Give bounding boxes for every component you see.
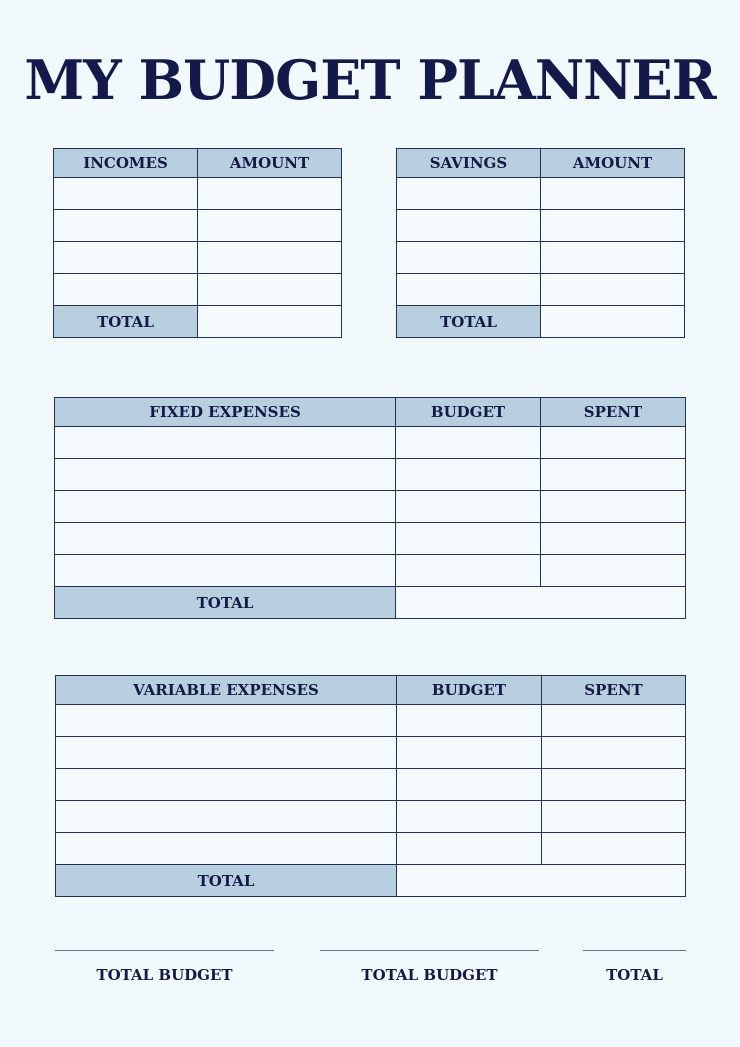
income-amount-cell[interactable]	[198, 210, 342, 242]
fixed-spent-cell[interactable]	[541, 523, 686, 555]
variable-expenses-table	[55, 675, 686, 897]
savings-total-row	[397, 306, 685, 338]
income-amount-cell[interactable]	[198, 274, 342, 306]
footer-total-budget-label-1: TOTAL BUDGET	[96, 966, 233, 984]
table-row	[56, 801, 686, 833]
incomes-total-label: TOTAL	[54, 306, 198, 338]
table-row	[397, 178, 685, 210]
total-budget-line-1[interactable]	[55, 950, 274, 951]
incomes-total-row	[54, 306, 342, 338]
savings-table	[396, 148, 685, 338]
variable-spent-cell[interactable]	[542, 801, 686, 833]
table-row	[397, 210, 685, 242]
variable-expense-name-cell[interactable]	[56, 769, 397, 801]
variable-expenses-total-label: TOTAL	[56, 865, 397, 897]
incomes-amount-header: AMOUNT	[198, 149, 342, 178]
fixed-expenses-header-row	[55, 398, 686, 427]
savings-amount-cell[interactable]	[541, 242, 685, 274]
income-amount-cell[interactable]	[198, 178, 342, 210]
table-row	[55, 459, 686, 491]
fixed-spent-header: SPENT	[541, 398, 686, 427]
savings-header: SAVINGS	[397, 149, 541, 178]
table-row	[54, 178, 342, 210]
variable-expense-name-cell[interactable]	[56, 705, 397, 737]
variable-expense-name-cell[interactable]	[56, 833, 397, 865]
variable-budget-cell[interactable]	[397, 833, 542, 865]
variable-spent-header: SPENT	[542, 676, 686, 705]
variable-expenses-header: VARIABLE EXPENSES	[56, 676, 397, 705]
fixed-budget-header: BUDGET	[396, 398, 541, 427]
fixed-spent-cell[interactable]	[541, 459, 686, 491]
table-row	[54, 210, 342, 242]
variable-expenses-total-value[interactable]	[397, 865, 686, 897]
table-row	[56, 705, 686, 737]
fixed-budget-cell[interactable]	[396, 555, 541, 587]
fixed-expenses-table	[54, 397, 686, 619]
table-row	[56, 833, 686, 865]
table-row	[397, 274, 685, 306]
variable-budget-cell[interactable]	[397, 801, 542, 833]
savings-total-label: TOTAL	[397, 306, 541, 338]
savings-amount-cell[interactable]	[541, 274, 685, 306]
income-source-cell[interactable]	[54, 274, 198, 306]
fixed-expense-name-cell[interactable]	[55, 491, 396, 523]
income-source-cell[interactable]	[54, 242, 198, 274]
table-row	[56, 737, 686, 769]
total-line[interactable]	[583, 950, 686, 951]
savings-amount-cell[interactable]	[541, 210, 685, 242]
fixed-budget-cell[interactable]	[396, 459, 541, 491]
fixed-expense-name-cell[interactable]	[55, 459, 396, 491]
fixed-expenses-total-value[interactable]	[396, 587, 686, 619]
incomes-header-row	[54, 149, 342, 178]
fixed-expense-name-cell[interactable]	[55, 523, 396, 555]
savings-source-cell[interactable]	[397, 210, 541, 242]
variable-spent-cell[interactable]	[542, 833, 686, 865]
table-row	[397, 242, 685, 274]
incomes-total-value[interactable]	[198, 306, 342, 338]
savings-header-row	[397, 149, 685, 178]
savings-amount-header: AMOUNT	[541, 149, 685, 178]
table-row	[55, 491, 686, 523]
variable-spent-cell[interactable]	[542, 769, 686, 801]
fixed-expenses-header: FIXED EXPENSES	[55, 398, 396, 427]
fixed-expenses-total-row	[55, 587, 686, 619]
footer-total-label: TOTAL	[606, 966, 663, 984]
table-row	[55, 523, 686, 555]
income-source-cell[interactable]	[54, 178, 198, 210]
fixed-expense-name-cell[interactable]	[55, 555, 396, 587]
variable-spent-cell[interactable]	[542, 705, 686, 737]
table-row	[55, 427, 686, 459]
fixed-spent-cell[interactable]	[541, 555, 686, 587]
variable-budget-header: BUDGET	[397, 676, 542, 705]
table-row	[54, 242, 342, 274]
variable-budget-cell[interactable]	[397, 769, 542, 801]
savings-source-cell[interactable]	[397, 178, 541, 210]
incomes-header: INCOMES	[54, 149, 198, 178]
total-budget-line-2[interactable]	[320, 950, 539, 951]
fixed-spent-cell[interactable]	[541, 427, 686, 459]
variable-expense-name-cell[interactable]	[56, 801, 397, 833]
fixed-budget-cell[interactable]	[396, 523, 541, 555]
variable-expense-name-cell[interactable]	[56, 737, 397, 769]
variable-spent-cell[interactable]	[542, 737, 686, 769]
variable-expenses-header-row	[56, 676, 686, 705]
page-title: MY BUDGET PLANNER	[24, 48, 716, 112]
income-amount-cell[interactable]	[198, 242, 342, 274]
fixed-budget-cell[interactable]	[396, 427, 541, 459]
variable-budget-cell[interactable]	[397, 705, 542, 737]
savings-source-cell[interactable]	[397, 242, 541, 274]
incomes-table	[53, 148, 342, 338]
footer-total-budget-label-2: TOTAL BUDGET	[361, 966, 498, 984]
table-row	[54, 274, 342, 306]
variable-budget-cell[interactable]	[397, 737, 542, 769]
fixed-budget-cell[interactable]	[396, 491, 541, 523]
variable-expenses-total-row	[56, 865, 686, 897]
savings-total-value[interactable]	[541, 306, 685, 338]
table-row	[55, 555, 686, 587]
savings-source-cell[interactable]	[397, 274, 541, 306]
table-row	[56, 769, 686, 801]
income-source-cell[interactable]	[54, 210, 198, 242]
fixed-spent-cell[interactable]	[541, 491, 686, 523]
savings-amount-cell[interactable]	[541, 178, 685, 210]
fixed-expense-name-cell[interactable]	[55, 427, 396, 459]
fixed-expenses-total-label: TOTAL	[55, 587, 396, 619]
